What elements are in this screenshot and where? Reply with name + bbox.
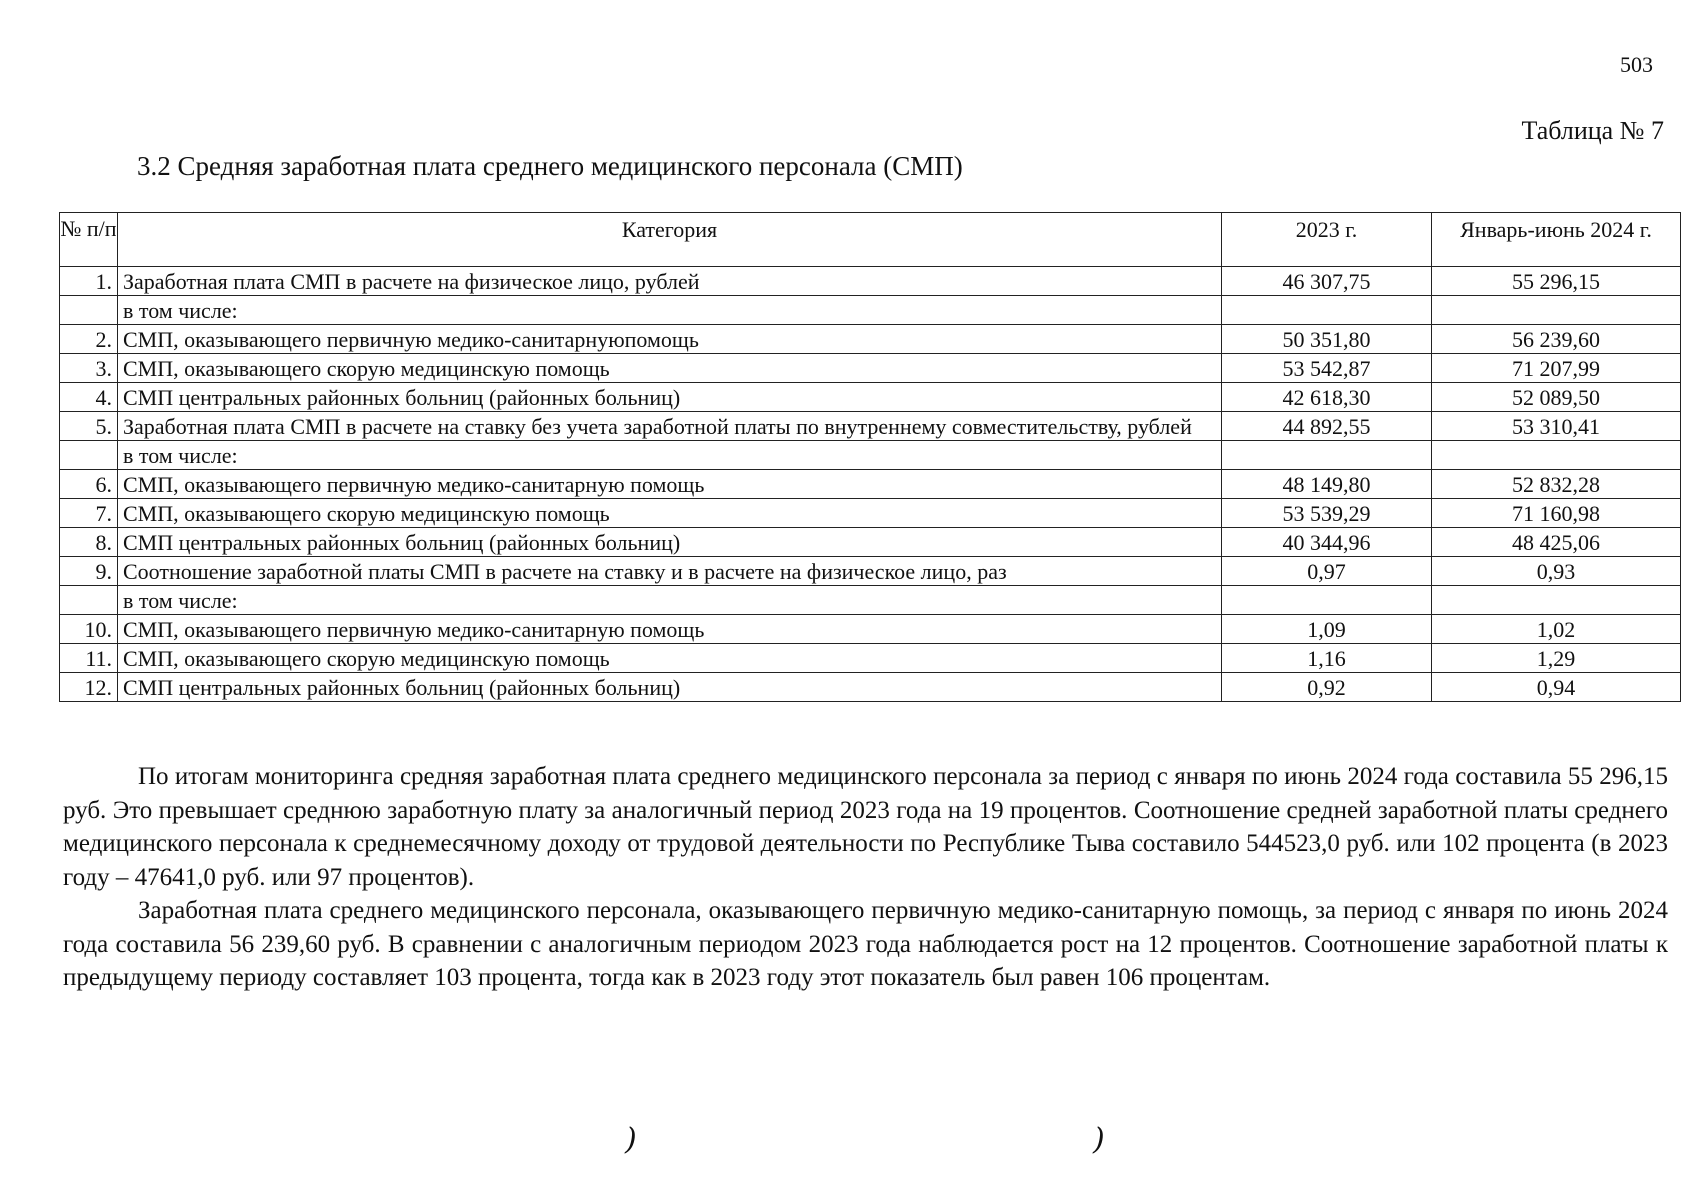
row-category: СМП, оказывающего первичную медико-санитарнуюпомощь [118,325,1222,354]
row-num: 2. [60,325,118,354]
table-row [60,528,1681,557]
row-category: в том числе: [118,441,1222,470]
table-row [60,557,1681,586]
row-category: СМП центральных районных больниц (районных больниц) [118,528,1222,557]
row-num [60,296,118,325]
row-2023: 42 618,30 [1222,383,1432,412]
header-num: № п/п [60,213,118,267]
row-num: 5. [60,412,118,441]
row-2024 [1432,296,1681,325]
table-label: Таблица № 7 [1521,116,1664,145]
row-2024: 0,93 [1432,557,1681,586]
row-num: 1. [60,267,118,296]
row-category: СМП центральных районных больниц (районных больниц) [118,673,1222,702]
handwritten-mark: ) [1093,1122,1105,1157]
row-2024: 55 296,15 [1432,267,1681,296]
row-num: 10. [60,615,118,644]
section-title: 3.2 Средняя заработная плата среднего медицинского персонала (СМП) [137,151,963,181]
row-2024: 52 832,28 [1432,470,1681,499]
row-2024: 1,29 [1432,644,1681,673]
row-2024: 53 310,41 [1432,412,1681,441]
row-2023: 46 307,75 [1222,267,1432,296]
table-row [60,673,1681,702]
row-num: 6. [60,470,118,499]
table-row [60,325,1681,354]
row-num [60,441,118,470]
row-2023: 48 149,80 [1222,470,1432,499]
row-2023: 40 344,96 [1222,528,1432,557]
row-num [60,586,118,615]
table-row [60,441,1681,470]
row-category: в том числе: [118,586,1222,615]
table-row [60,296,1681,325]
table-row [60,615,1681,644]
row-category: Заработная плата СМП в расчете на физическое лицо, рублей [118,267,1222,296]
row-2024: 0,94 [1432,673,1681,702]
handwritten-mark: ) [625,1122,637,1157]
row-2023: 53 539,29 [1222,499,1432,528]
row-2024: 71 207,99 [1432,354,1681,383]
row-2024: 56 239,60 [1432,325,1681,354]
row-category: СМП центральных районных больниц (районных больниц) [118,383,1222,412]
row-2023: 44 892,55 [1222,412,1432,441]
table-row [60,354,1681,383]
row-2024 [1432,441,1681,470]
row-2023 [1222,586,1432,615]
row-num: 8. [60,528,118,557]
table-row [60,499,1681,528]
row-num: 4. [60,383,118,412]
row-2024: 48 425,06 [1432,528,1681,557]
row-2023: 0,92 [1222,673,1432,702]
row-num: 7. [60,499,118,528]
table-row [60,470,1681,499]
row-num: 3. [60,354,118,383]
table-row [60,267,1681,296]
row-2023: 0,97 [1222,557,1432,586]
row-2024: 71 160,98 [1432,499,1681,528]
table-row [60,644,1681,673]
body-text [63,760,1668,995]
row-2023 [1222,441,1432,470]
row-2024: 52 089,50 [1432,383,1681,412]
salary-table [59,212,1681,702]
row-2023: 53 542,87 [1222,354,1432,383]
row-category: СМП, оказывающего скорую медицинскую помощь [118,499,1222,528]
row-2024: 1,02 [1432,615,1681,644]
row-category: в том числе: [118,296,1222,325]
paragraph: По итогам мониторинга средняя заработная плата среднего медицинского персонала за период с января по июнь 2024 года составила 55 296,15 руб. Это превышает среднюю заработную плату за аналогичный период 2023 года на 19 процентов. Соотношение средней заработной платы среднего медицинского персонала к среднемесячному доходу от трудовой деятельности по Республике Тыва составило 544523,0 руб. или 102 процента (в 2023 году – 47641,0 руб. или 97 процентов). [63,763,1668,891]
row-num: 12. [60,673,118,702]
header-2023: 2023 г. [1222,213,1432,267]
row-category: СМП, оказывающего первичную медико-санитарную помощь [118,615,1222,644]
row-2024 [1432,586,1681,615]
header-2024: Январь-июнь 2024 г. [1432,213,1681,267]
table-header-row [60,213,1681,267]
table-row [60,412,1681,441]
row-2023: 1,16 [1222,644,1432,673]
row-2023: 1,09 [1222,615,1432,644]
row-category: СМП, оказывающего скорую медицинскую помощь [118,644,1222,673]
row-num: 11. [60,644,118,673]
row-category: СМП, оказывающего скорую медицинскую помощь [118,354,1222,383]
row-category: Соотношение заработной платы СМП в расчете на ставку и в расчете на физическое лицо, раз [118,557,1222,586]
row-category: Заработная плата СМП в расчете на ставку без учета заработной платы по внутреннему совместительству, рублей [118,412,1222,441]
table-row [60,383,1681,412]
paragraph: Заработная плата среднего медицинского персонала, оказывающего первичную медико-санитарную помощь, за период с января по июнь 2024 года составила 56 239,60 руб. В сравнении с аналогичным периодом 2023 года наблюдается рост на 12 процентов. Соотношение заработной платы к предыдущему периоду составляет 103 процента, тогда как в 2023 году этот показатель был равен 106 процентам. [63,897,1668,991]
header-category: Категория [118,213,1222,267]
table-row [60,586,1681,615]
row-category: СМП, оказывающего первичную медико-санитарную помощь [118,470,1222,499]
row-2023 [1222,296,1432,325]
row-2023: 50 351,80 [1222,325,1432,354]
row-num: 9. [60,557,118,586]
page-number: 503 [1620,52,1653,77]
